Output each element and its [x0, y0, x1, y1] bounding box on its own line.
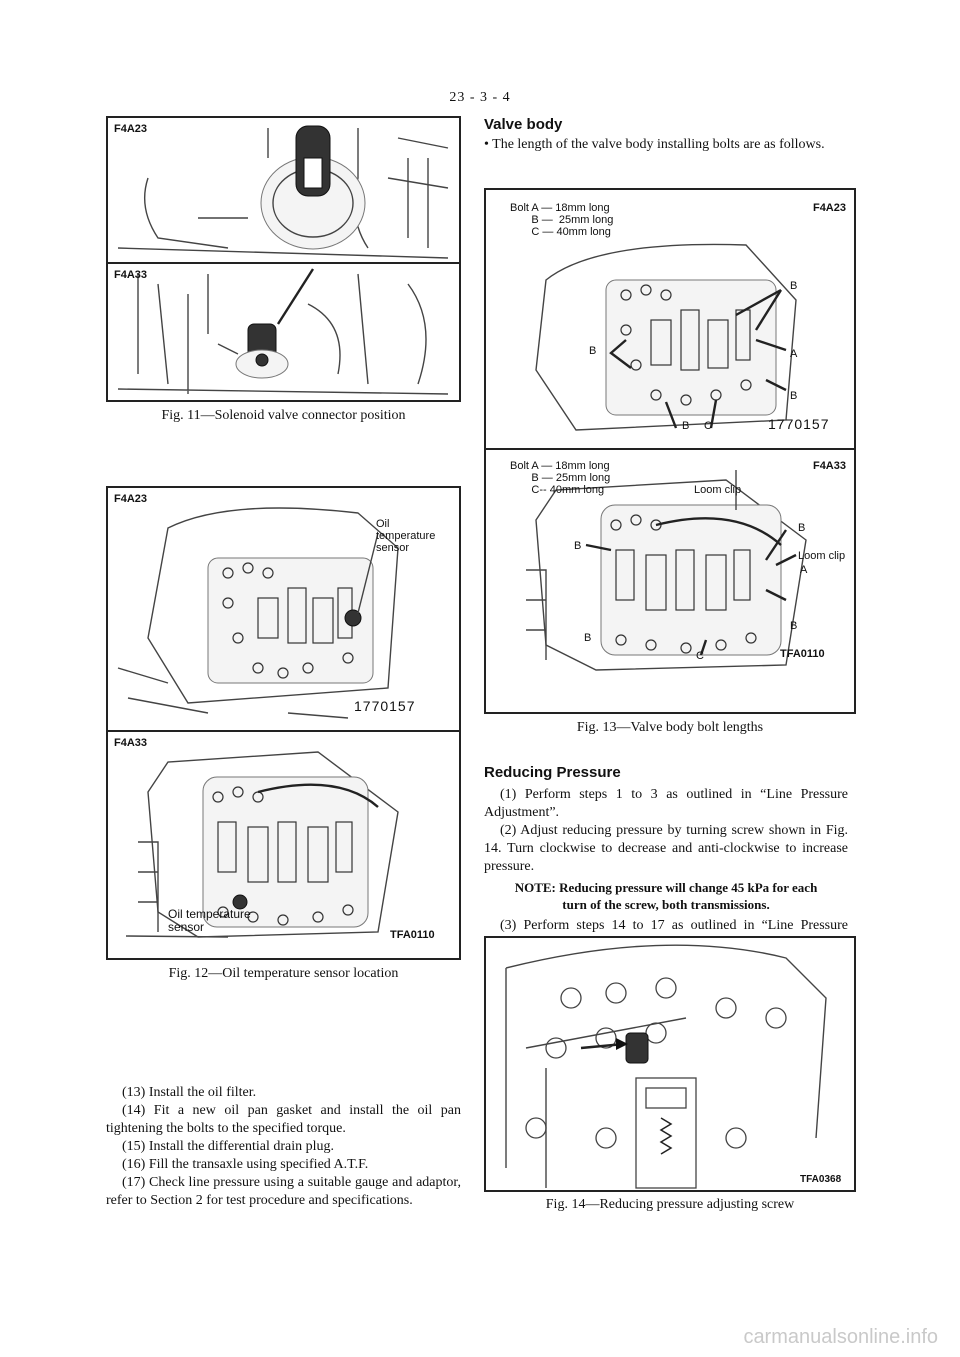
- valve-body-illustration-bottom: [108, 732, 459, 956]
- bolt-label-a: A: [790, 348, 798, 360]
- reducing-pressure-steps: [484, 786, 848, 953]
- part-number: 1770157: [354, 698, 416, 714]
- bolt-label-c: C: [704, 420, 712, 432]
- bolt-label-b: B: [790, 280, 798, 292]
- bolt-label-b: B: [682, 420, 690, 432]
- panel-tag: F4A23: [812, 202, 846, 214]
- panel-tag: F4A23: [114, 123, 148, 135]
- panel-tag: F4A33: [114, 269, 148, 281]
- bolt-label-b: B: [574, 540, 582, 552]
- panel-tag: F4A33: [812, 460, 846, 472]
- figure-11-caption: Fig. 11—Solenoid valve connector position: [161, 408, 406, 423]
- bolt-label-a: A: [800, 564, 808, 576]
- panel-tag: F4A23: [114, 493, 148, 505]
- figure-11-panel-f4a33: [108, 262, 459, 400]
- reducing-pressure-heading: Reducing Pressure: [484, 764, 621, 781]
- step-17: (17) Check line pressure using a suitable gauge and adaptor, refer to Section 2 for test procedure and specifications.: [106, 1175, 461, 1208]
- figure-12-panel-f4a23: [108, 488, 459, 732]
- figure-code: TFA0110: [780, 648, 825, 660]
- oil-temperature-sensor-label: Oil temperature sensor: [168, 907, 251, 935]
- figure-13-panel-f4a33: [486, 448, 854, 712]
- valve-body-heading: Valve body: [484, 116, 563, 133]
- bolt-label-b: B: [584, 632, 592, 644]
- reducing-step-3: (3) Perform steps 14 to 17 as outlined in “Line Pressure: [500, 918, 848, 933]
- step-13: (13) Install the oil filter.: [122, 1085, 257, 1100]
- bolt-label-b: B: [798, 522, 806, 534]
- step-16: (16) Fill the transaxle using specified A.T.F.: [122, 1157, 369, 1172]
- bolt-label-b: B: [790, 390, 798, 402]
- figure-11-panel-f4a23: [108, 118, 459, 262]
- oil-temperature-sensor-label: Oil temperature sensor: [376, 518, 436, 555]
- watermark: carmanualsonline.info: [743, 1326, 938, 1348]
- bolt-lengths-list: Bolt A — 18mm long B — 25mm long C — 40mm long: [510, 202, 614, 238]
- part-number: 1770157: [768, 416, 830, 432]
- reducing-note: NOTE: Reducing pressure will change 45 kPa for each turn of the screw, both transmissions.: [514, 880, 818, 912]
- panel-tag: F4A33: [114, 737, 148, 749]
- figure-12-caption: Fig. 12—Oil temperature sensor location: [168, 966, 399, 981]
- figure-11: [106, 116, 461, 402]
- loom-clip-label: Loom clip: [798, 550, 846, 562]
- figure-14: [484, 936, 856, 1192]
- left-steps: [106, 1084, 461, 1210]
- loom-clip-label: Loom clip: [694, 484, 742, 496]
- reducing-step-2: (2) Adjust reducing pressure by turning screw shown in Fig. 14. Turn clockwise to decrease and anti-clockwise to increase pressure.: [484, 823, 848, 874]
- figure-14-caption: Fig. 14—Reducing pressure adjusting screw: [545, 1197, 795, 1212]
- page-number: 23 - 3 - 4: [449, 90, 511, 105]
- valve-body-bullet: • The length of the valve body installing bolts are as follows.: [484, 137, 825, 152]
- figure-13-caption: Fig. 13—Valve body bolt lengths: [576, 720, 764, 735]
- figure-code: TFA0368: [800, 1174, 842, 1185]
- figure-13: [484, 188, 856, 714]
- step-14: (14) Fit a new oil pan gasket and install the oil pan tightening the bolts to the specified torque.: [106, 1103, 461, 1136]
- reducing-pressure-screw-illustration: [486, 938, 854, 1190]
- solenoid-connector-illustration-top: [108, 118, 459, 262]
- figure-13-panel-f4a23: [486, 190, 854, 448]
- figure-12-lower: [106, 732, 461, 960]
- solenoid-connector-illustration-bottom: [108, 264, 459, 400]
- figure-code: TFA0110: [390, 929, 435, 941]
- figure-12-panel-f4a33: [108, 732, 459, 956]
- bolt-lengths-list: Bolt A — 18mm long B — 25mm long C-- 40mm long: [510, 460, 611, 496]
- step-15: (15) Install the differential drain plug.: [122, 1139, 335, 1154]
- bolt-label-b: B: [589, 345, 597, 357]
- figure-12: [106, 486, 461, 732]
- bolt-label-c: C: [696, 650, 704, 662]
- bolt-label-b: B: [790, 620, 798, 632]
- reducing-step-1: (1) Perform steps 1 to 3 as outlined in “Line Pressure Adjustment”.: [484, 787, 848, 820]
